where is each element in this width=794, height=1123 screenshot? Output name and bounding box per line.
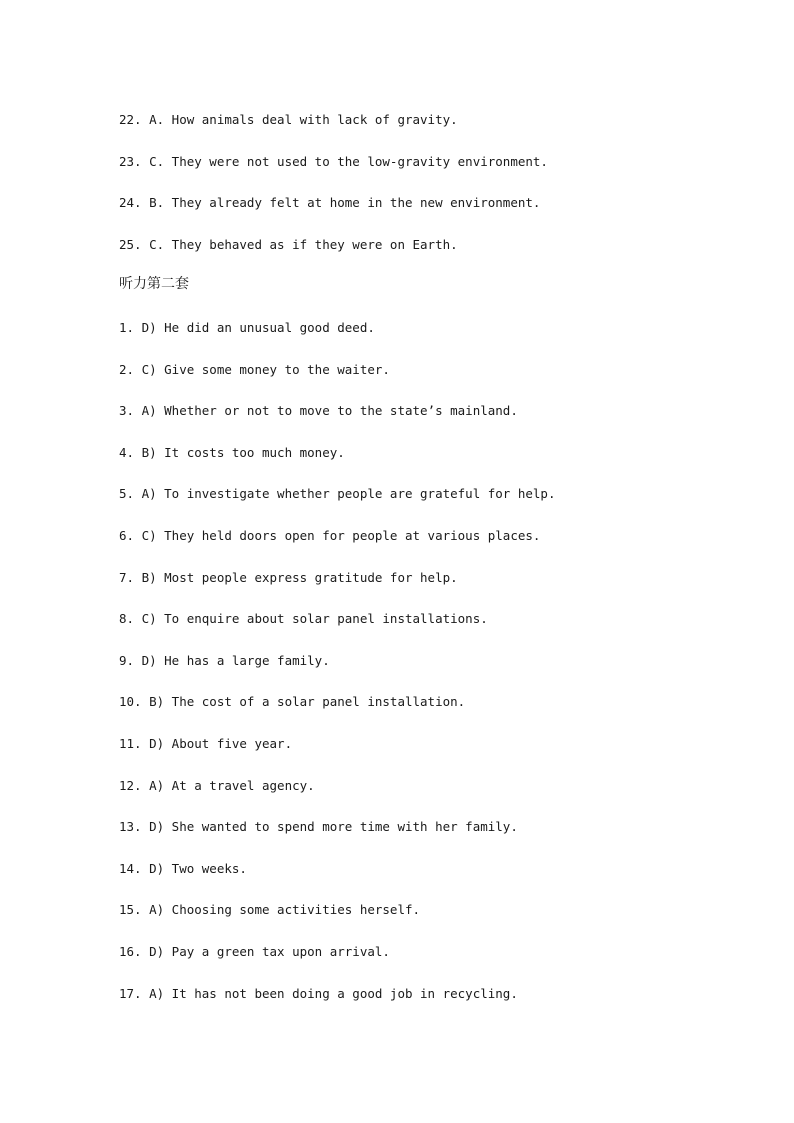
answer-line-14: 14. D) Two weeks.	[119, 861, 247, 876]
answer-line-11: 11. D) About five year.	[119, 736, 293, 751]
answer-line-10: 10. B) The cost of a solar panel installation.	[119, 694, 466, 709]
answer-line-22: 22. A. How animals deal with lack of gravity.	[119, 112, 458, 127]
answer-line-12: 12. A) At a travel agency.	[119, 778, 315, 793]
answer-line-9: 9. D) He has a large family.	[119, 653, 330, 668]
answer-line-8: 8. C) To enquire about solar panel installations.	[119, 611, 488, 626]
answer-line-4: 4. B) It costs too much money.	[119, 445, 345, 460]
answer-line-3: 3. A) Whether or not to move to the state’s mainland.	[119, 403, 518, 418]
answer-line-15: 15. A) Choosing some activities herself.	[119, 902, 421, 917]
answer-line-16: 16. D) Pay a green tax upon arrival.	[119, 944, 390, 959]
answer-line-1: 1. D) He did an unusual good deed.	[119, 320, 375, 335]
answer-line-23: 23. C. They were not used to the low-gravity environment.	[119, 154, 548, 169]
answer-line-24: 24. B. They already felt at home in the new environment.	[119, 195, 541, 210]
answer-line-5: 5. A) To investigate whether people are grateful for help.	[119, 486, 556, 501]
section-heading: 听力第二套	[119, 276, 189, 292]
answer-line-17: 17. A) It has not been doing a good job in recycling.	[119, 986, 518, 1001]
answer-line-2: 2. C) Give some money to the waiter.	[119, 362, 390, 377]
answer-line-7: 7. B) Most people express gratitude for help.	[119, 570, 458, 585]
answer-line-13: 13. D) She wanted to spend more time with her family.	[119, 819, 518, 834]
answer-line-25: 25. C. They behaved as if they were on Earth.	[119, 237, 458, 252]
answer-line-6: 6. C) They held doors open for people at various places.	[119, 528, 541, 543]
